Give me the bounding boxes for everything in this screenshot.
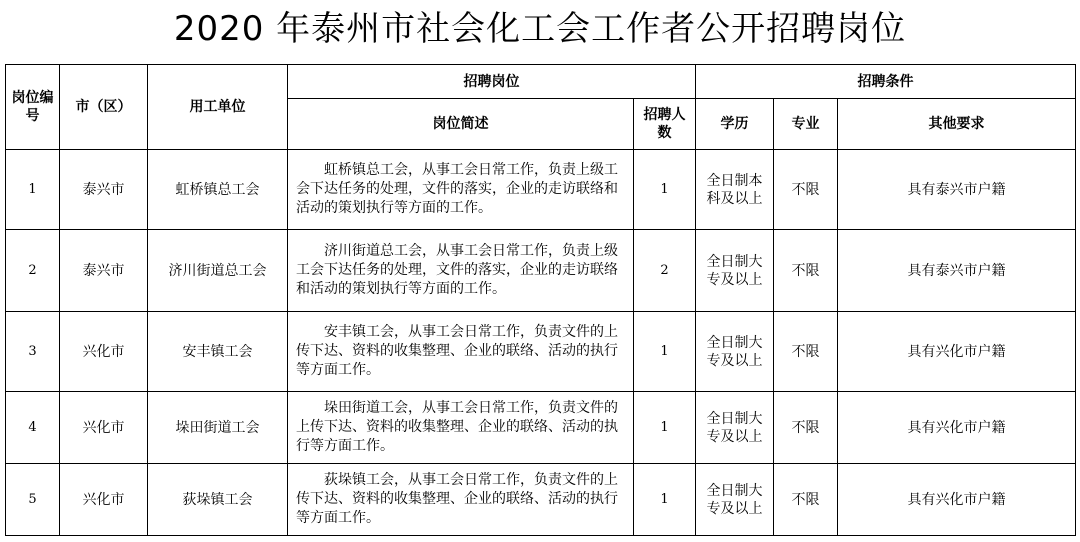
cell-count: 1 <box>634 392 696 464</box>
cell-city: 兴化市 <box>60 312 148 392</box>
cell-desc: 垛田街道工会，从事工会日常工作，负责文件的上传下达、资料的收集整理、企业的联络、活动的执行等方面工作。 <box>288 392 634 464</box>
table-row <box>6 464 1076 536</box>
cell-unit: 虹桥镇总工会 <box>148 150 288 230</box>
cell-desc: 济川街道总工会，从事工会日常工作，负责上级工会下达任务的处理，文件的落实，企业的走访联络和活动的策划执行等方面的工作。 <box>288 230 634 312</box>
table-row <box>6 312 1076 392</box>
cell-unit: 荻垛镇工会 <box>148 464 288 536</box>
cell-education: 全日制大专及以上 <box>696 464 774 536</box>
cell-desc: 虹桥镇总工会，从事工会日常工作，负责上级工会下达任务的处理，文件的落实，企业的走访联络和活动的策划执行等方面的工作。 <box>288 150 634 230</box>
cell-education: 全日制本科及以上 <box>696 150 774 230</box>
header-row-1 <box>6 65 1076 99</box>
table-row <box>6 392 1076 464</box>
cell-post-no: 2 <box>6 230 60 312</box>
cell-other: 具有兴化市户籍 <box>838 312 1076 392</box>
header-city: 市（区） <box>60 65 148 150</box>
cell-unit: 垛田街道工会 <box>148 392 288 464</box>
header-major: 专业 <box>774 99 838 150</box>
cell-other: 具有泰兴市户籍 <box>838 230 1076 312</box>
cell-other: 具有泰兴市户籍 <box>838 150 1076 230</box>
cell-count: 1 <box>634 464 696 536</box>
header-other: 其他要求 <box>838 99 1076 150</box>
header-unit: 用工单位 <box>148 65 288 150</box>
cell-major: 不限 <box>774 312 838 392</box>
cell-education: 全日制大专及以上 <box>696 392 774 464</box>
cell-post-no: 5 <box>6 464 60 536</box>
header-conditions: 招聘条件 <box>696 65 1076 99</box>
cell-post-no: 4 <box>6 392 60 464</box>
cell-city: 泰兴市 <box>60 230 148 312</box>
cell-other: 具有兴化市户籍 <box>838 392 1076 464</box>
cell-education: 全日制大专及以上 <box>696 230 774 312</box>
cell-other: 具有兴化市户籍 <box>838 464 1076 536</box>
cell-desc: 荻垛镇工会，从事工会日常工作，负责文件的上传下达、资料的收集整理、企业的联络、活动的执行等方面工作。 <box>288 464 634 536</box>
cell-city: 兴化市 <box>60 464 148 536</box>
cell-education: 全日制大专及以上 <box>696 312 774 392</box>
cell-post-no: 3 <box>6 312 60 392</box>
header-education: 学历 <box>696 99 774 150</box>
header-post-no: 岗位编号 <box>6 65 60 150</box>
page-title: 2020 年泰州市社会化工会工作者公开招聘岗位 <box>173 9 907 49</box>
cell-count: 2 <box>634 230 696 312</box>
cell-unit: 安丰镇工会 <box>148 312 288 392</box>
table-row <box>6 230 1076 312</box>
header-headcount: 招聘人数 <box>634 99 696 150</box>
table-row <box>6 150 1076 230</box>
cell-count: 1 <box>634 150 696 230</box>
cell-major: 不限 <box>774 150 838 230</box>
recruitment-table <box>5 64 1076 536</box>
cell-major: 不限 <box>774 392 838 464</box>
cell-city: 泰兴市 <box>60 150 148 230</box>
cell-desc: 安丰镇工会，从事工会日常工作，负责文件的上传下达、资料的收集整理、企业的联络、活动的执行等方面工作。 <box>288 312 634 392</box>
cell-city: 兴化市 <box>60 392 148 464</box>
cell-unit: 济川街道总工会 <box>148 230 288 312</box>
header-recruit-post: 招聘岗位 <box>288 65 696 99</box>
cell-major: 不限 <box>774 464 838 536</box>
header-post-desc: 岗位简述 <box>288 99 634 150</box>
cell-major: 不限 <box>774 230 838 312</box>
cell-post-no: 1 <box>6 150 60 230</box>
cell-count: 1 <box>634 312 696 392</box>
